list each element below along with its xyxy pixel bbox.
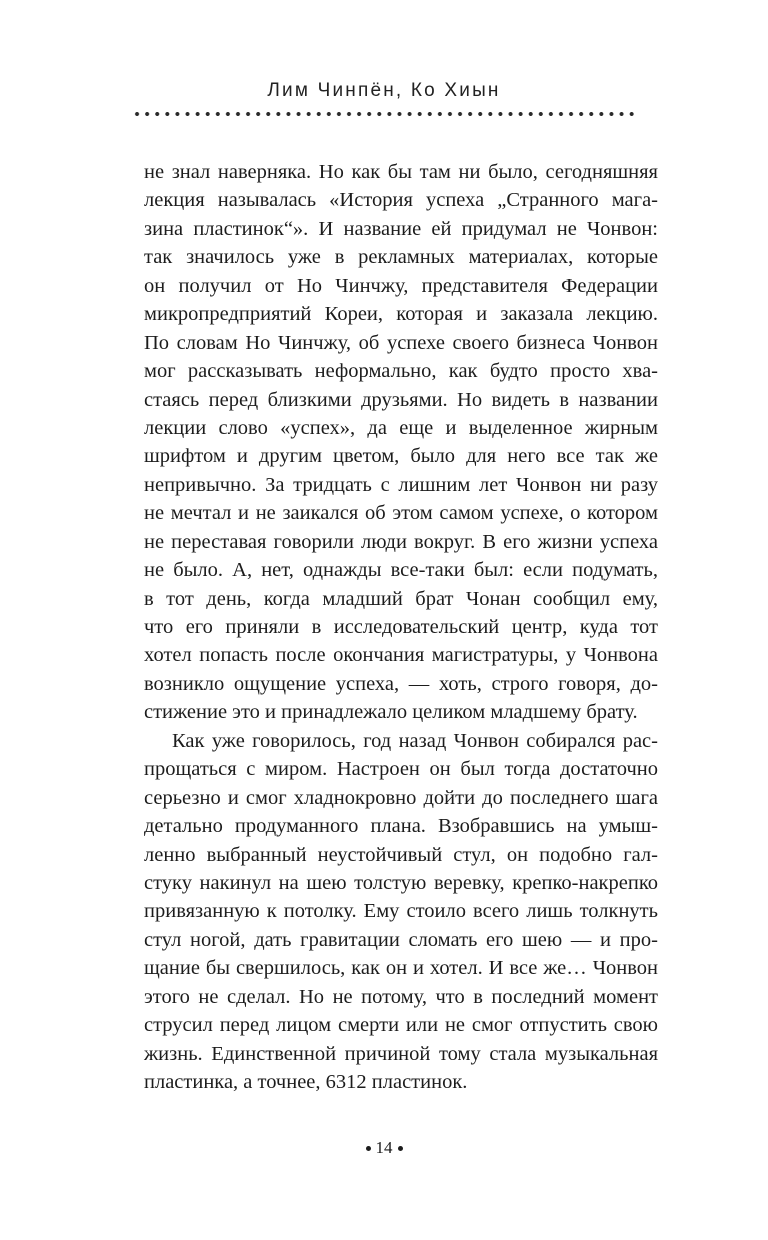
text-line: прощаться с миром. Настроен он был тогда достаточно	[144, 758, 658, 781]
text-line: струсил перед лицом смерти или не смог отпустить свою	[144, 1014, 658, 1037]
text-line: стаясь перед близкими друзьями. Но видеть в названии	[144, 388, 658, 411]
text-line: серьезно и смог хладнокровно дойти до последнего шага	[144, 786, 658, 809]
text-line: возникло ощущение успеха, — хоть, строго говоря, до-	[144, 672, 658, 695]
text-line: он получил от Но Чинчжу, представителя Федерации	[144, 274, 658, 297]
text-line: стижение это и принадлежало целиком младшему брату.	[144, 701, 638, 724]
text-line: лекции слово «успех», да еще и выделенное жирным	[144, 416, 658, 439]
text-line: ленно выбранный неустойчивый стул, он подобно гал-	[144, 843, 658, 866]
text-line: щание бы свершилось, как он и хотел. И все же… Чонвон	[144, 957, 658, 980]
text-line: шрифтом и другим цветом, было для него все так же	[144, 445, 658, 468]
text-line: зина пластинок“». И название ей придумал не Чонвон:	[144, 217, 658, 240]
text-line: мог рассказывать неформально, как будто просто хва-	[144, 360, 658, 383]
text-line: детально продуманного плана. Взобравшись на умыш-	[144, 815, 658, 838]
page-footer	[0, 1138, 768, 1158]
text-line: стул ногой, дать гравитации сломать его шею — и про-	[144, 928, 658, 951]
text-line: не знал наверняка. Но как бы там ни было, сегодняшняя	[144, 161, 658, 183]
running-head: Лим Чинпён, Ко Хиын	[267, 80, 501, 101]
text-line: этого не сделал. Но не потому, что в последний момент	[144, 985, 658, 1008]
paragraph-1	[144, 158, 658, 727]
text-line: что его приняли в исследовательский центр, куда тот	[144, 616, 658, 638]
dotted-rule	[132, 111, 638, 117]
bullet-dot-right	[398, 1146, 403, 1151]
text-line: непривычно. За тридцать с лишним лет Чонвон ни разу	[144, 473, 658, 496]
page-number: 14	[375, 1138, 393, 1157]
text-line: не было. А, нет, однажды все-таки был: если подумать,	[144, 559, 658, 582]
bullet-dot-left	[366, 1146, 371, 1151]
paragraph-2	[144, 727, 658, 1097]
text-line: Как уже говорилось, год назад Чонвон собирался рас-	[172, 729, 658, 752]
text-line: не мечтал и не заикался об этом самом успехе, о котором	[144, 502, 658, 525]
text-line: жизнь. Единственной причиной тому стала музыкальная	[144, 1042, 658, 1065]
text-line: так значилось уже в рекламных материалах, которые	[144, 246, 658, 269]
text-line: в тот день, когда младший брат Чонан сообщил ему,	[144, 587, 658, 610]
text-line: микропредприятий Кореи, которая и заказала лекцию.	[144, 303, 658, 326]
text-line: привязанную к потолку. Ему стоило всего лишь толкнуть	[144, 900, 658, 923]
text-line: пластинка, а точнее, 6312 пластинок.	[144, 1071, 468, 1093]
text-line: По словам Но Чинчжу, об успехе своего бизнеса Чонвон	[144, 331, 658, 354]
text-line: хотел попасть после окончания магистратуры, у Чонвона	[144, 644, 658, 667]
text-line: стуку накинул на шею толстую веревку, крепко-накрепко	[144, 871, 658, 894]
text-line: лекция называлась «История успеха „Странного мага-	[144, 189, 658, 212]
body-text	[144, 158, 658, 1096]
text-line: не переставая говорили люди вокруг. В его жизни успеха	[144, 530, 658, 553]
